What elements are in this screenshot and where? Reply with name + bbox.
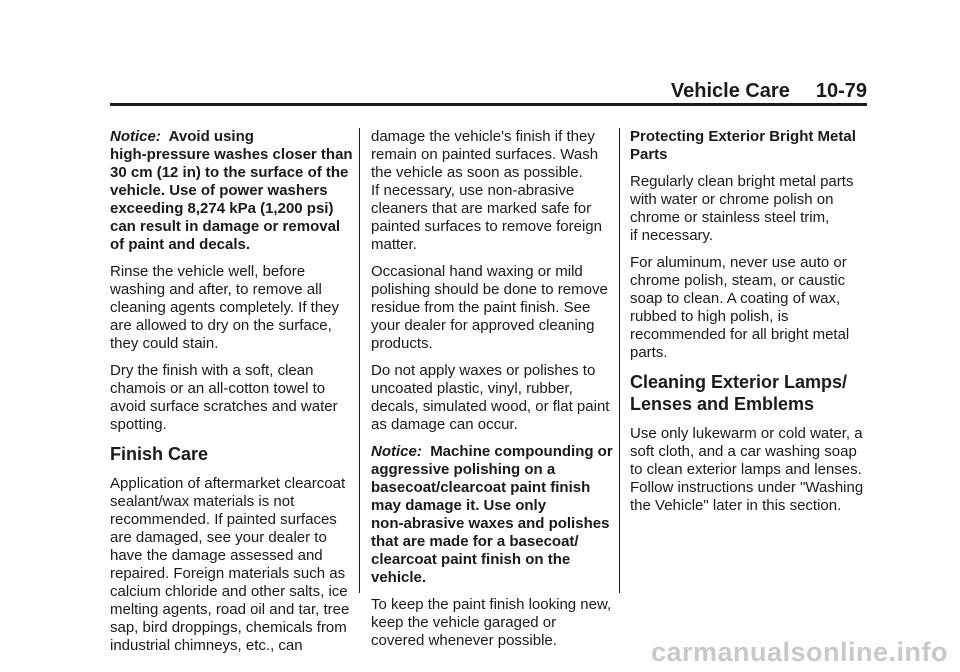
watermark: carmanualsonline.info xyxy=(650,637,948,667)
column-divider xyxy=(359,128,360,593)
notice-label: Notice: xyxy=(371,443,422,460)
column-3 xyxy=(630,128,863,524)
section-title: Vehicle Care xyxy=(670,80,790,102)
section-heading-exterior-lamps: Cleaning Exterior Lamps/ Lenses and Emblems xyxy=(630,372,848,414)
paragraph: damage the vehicle's finish if they remain on painted surfaces. Wash the vehicle as soon as possible. If necessary, use non-abrasive cleaners that are marked safe for painted surfaces to remove foreign matter. xyxy=(371,128,602,253)
paragraph: Rinse the vehicle well, before washing and after, to remove all cleaning agents completely. If they are allowed to dry on the surface, they could stain. xyxy=(110,263,340,352)
notice-block: Notice: Machine compounding or aggressive polishing on a basecoat/clearcoat paint finish may damage it. Use only non-abrasive waxes and polishes that are made for a basecoat/ clearcoat paint finish on the vehicle. xyxy=(371,443,613,586)
column-2 xyxy=(371,128,613,659)
subheading-bright-metal: Protecting Exterior Bright Metal Parts xyxy=(630,128,856,163)
paragraph: Use only lukewarm or cold water, a soft cloth, and a car washing soap to clean exterior lamps and lenses. Follow instructions under "Washing the Vehicle" later in this section. xyxy=(630,425,864,514)
page-header xyxy=(671,80,867,103)
paragraph: To keep the paint finish looking new, keep the vehicle garaged or covered whenever possible. xyxy=(371,596,612,649)
column-1 xyxy=(110,128,353,664)
page-number: 10-79 xyxy=(815,80,867,102)
paragraph: Do not apply waxes or polishes to uncoated plastic, vinyl, rubber, decals, simulated wood, or flat paint as damage can occur. xyxy=(371,362,610,433)
paragraph: Dry the finish with a soft, clean chamois or an all-cotton towel to avoid surface scratches and water spotting. xyxy=(110,362,338,433)
header-rule xyxy=(110,103,867,106)
paragraph: Occasional hand waxing or mild polishing should be done to remove residue from the paint finish. See your dealer for approved cleaning products. xyxy=(371,263,608,352)
column-divider xyxy=(619,128,620,593)
paragraph: For aluminum, never use auto or chrome polish, steam, or caustic soap to clean. A coating of wax, rubbed to high polish, is recommended for all bright metal parts. xyxy=(630,254,850,361)
paragraph: Application of aftermarket clearcoat sealant/wax materials is not recommended. If painted surfaces are damaged, see your dealer to have the damage assessed and repaired. Foreign materials such as calcium chloride and other salts, ice melting agents, road oil and tar, tree sap, bird droppings, chemicals from industrial chimneys, etc., can xyxy=(110,475,350,654)
notice-block: Notice: Avoid using high-pressure washes closer than 30 cm (12 in) to the surface of the vehicle. Use of power washers exceeding 8,274 kPa (1,200 psi) can result in damage or removal of paint and decals. xyxy=(110,128,353,253)
section-heading-finish-care: Finish Care xyxy=(110,444,209,464)
notice-label: Notice: xyxy=(110,128,161,145)
paragraph: Regularly clean bright metal parts with water or chrome polish on chrome or stainless steel trim, if necessary. xyxy=(630,173,854,244)
